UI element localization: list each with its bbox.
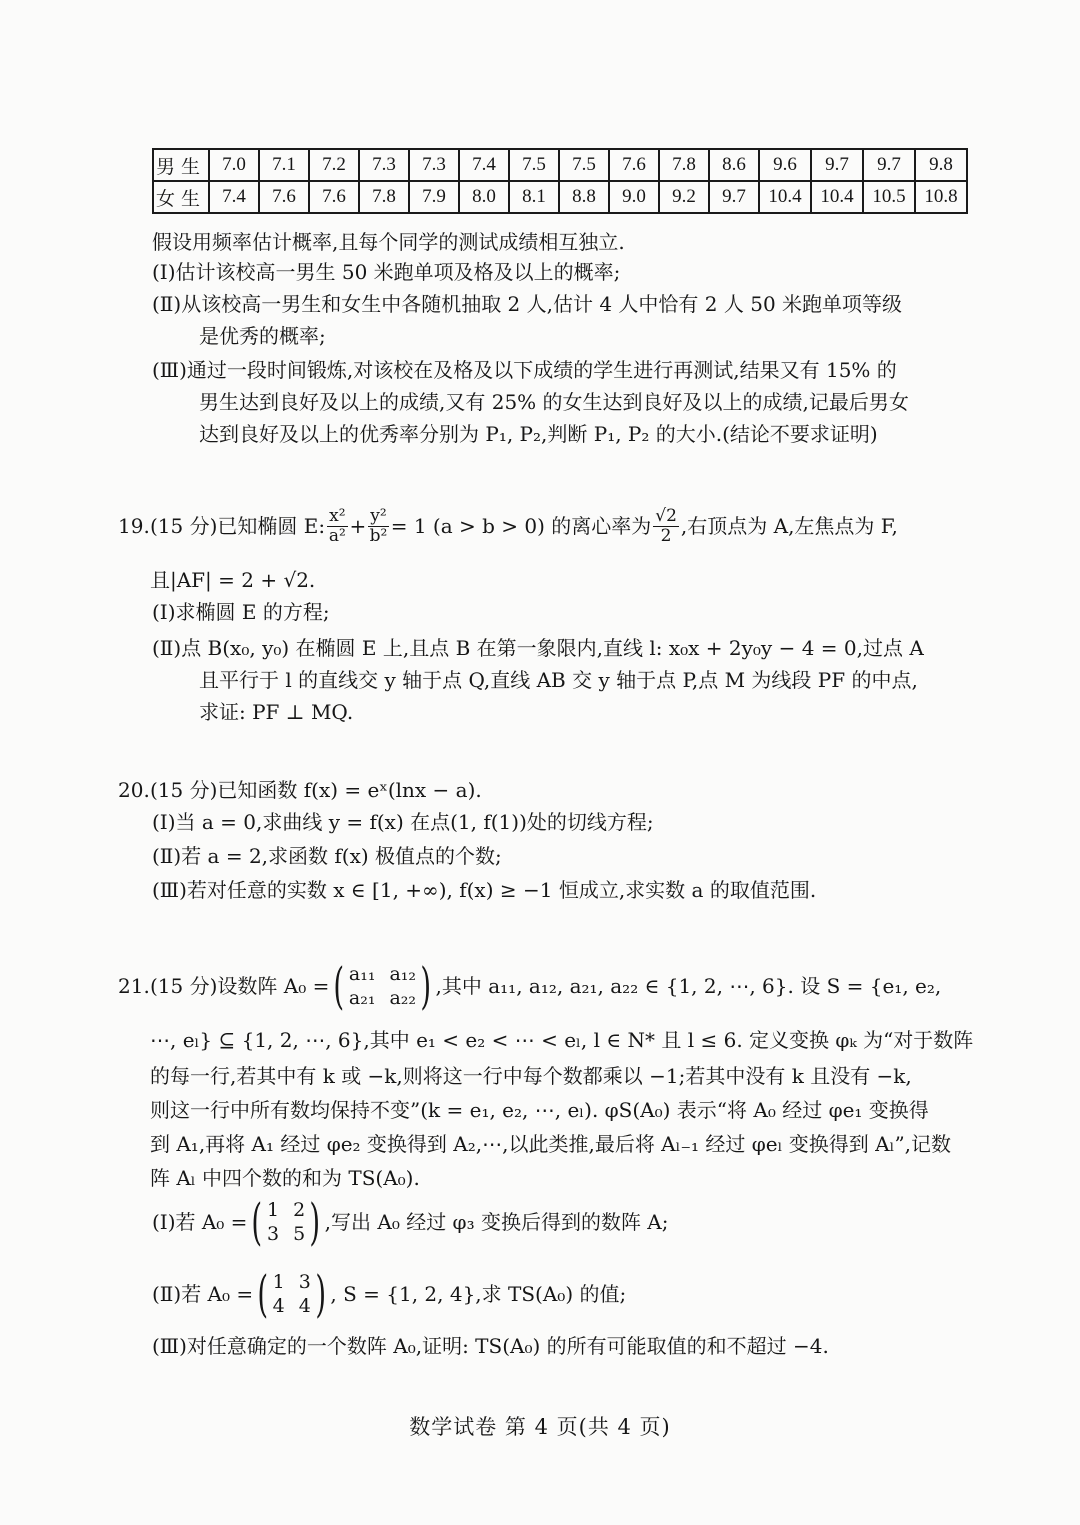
matrix-cell: 1 — [266, 1199, 280, 1221]
girls-cell: 9.2 — [659, 181, 709, 213]
boys-cell: 9.7 — [863, 149, 915, 181]
q18-assumption: 假设用频率估计概率,且每个同学的测试成绩相互独立. — [152, 230, 625, 254]
boys-cell: 7.1 — [259, 149, 309, 181]
girls-cell: 8.8 — [559, 181, 609, 213]
q19-eccentricity — [653, 507, 679, 546]
q21-part1-head: (Ⅰ)若 A₀ = — [152, 1210, 248, 1234]
girls-cell: 10.5 — [863, 181, 915, 213]
q21-number: 21. — [118, 974, 150, 998]
matrix-cell: 2 — [293, 1199, 306, 1221]
left-paren: ( — [251, 1193, 263, 1251]
girls-cell: 8.0 — [459, 181, 509, 213]
q21-part3: (Ⅲ)对任意确定的一个数阵 A₀,证明: TS(A₀) 的所有可能取值的和不超过 −4. — [152, 1334, 829, 1358]
girls-cell: 7.6 — [309, 181, 359, 213]
boys-cell: 9.8 — [915, 149, 967, 181]
girls-cell: 10.4 — [759, 181, 811, 213]
matrix-grid — [349, 963, 416, 1009]
matrix-cell: a₂₂ — [389, 987, 416, 1009]
matrix-cell: 1 — [272, 1271, 285, 1293]
q19-line2: 且|AF| = 2 + √2. — [150, 568, 316, 592]
q18-part2: (Ⅱ)从该校高一男生和女生中各随机抽取 2 人,估计 4 人中恰有 2 人 50 米跑单项等级 — [152, 292, 903, 316]
q18-part1: (Ⅰ)估计该校高一男生 50 米跑单项及格及以上的概率; — [152, 260, 621, 284]
boys-cell: 9.6 — [759, 149, 811, 181]
boys-cell: 7.5 — [509, 149, 559, 181]
girls-label: 女生 — [153, 181, 209, 213]
q19-eq-tail: = 1 (a > b > 0) 的离心率为 — [390, 514, 652, 538]
matrix-cell: 3 — [298, 1271, 311, 1293]
score-table — [152, 148, 968, 214]
boys-cell: 7.8 — [659, 149, 709, 181]
q21-part1 — [152, 1194, 668, 1250]
q19-tail: ,右顶点为 A,左焦点为 F, — [680, 514, 898, 538]
q20-part1: (Ⅰ)当 a = 0,求曲线 y = f(x) 在点(1, f(1))处的切线方程; — [152, 810, 654, 834]
q19-part2: (Ⅱ)点 B(x₀, y₀) 在椭圆 E 上,且点 B 在第一象限内,直线 l: x₀x + 2y₀y − 4 = 0,过点 A — [152, 636, 924, 660]
q19-part1: (Ⅰ)求椭圆 E 的方程; — [152, 600, 330, 624]
q21-head-tail: ,其中 a₁₁, a₁₂, a₂₁, a₂₂ ∈ {1, 2, ⋯, 6}. 设 S = {e₁, e₂, — [435, 974, 942, 998]
q21-head: (15 分)设数阵 A₀ = — [150, 974, 330, 998]
right-paren: ) — [420, 957, 432, 1015]
q19-part2-cont2: 求证: PF ⊥ MQ. — [199, 700, 354, 724]
boys-cell: 7.4 — [459, 149, 509, 181]
matrix-cell: 4 — [272, 1295, 285, 1317]
q19-frac-x-num: x² — [329, 505, 346, 526]
boys-cell: 7.5 — [559, 149, 609, 181]
boys-cell: 7.0 — [209, 149, 259, 181]
girls-cell: 9.0 — [609, 181, 659, 213]
girls-cell: 7.6 — [259, 181, 309, 213]
q19-frac-x — [327, 507, 347, 546]
left-paren: ( — [257, 1265, 269, 1323]
girls-cell: 7.8 — [359, 181, 409, 213]
matrix-cell: 3 — [266, 1223, 280, 1245]
girls-cell: 8.1 — [509, 181, 559, 213]
page-footer: 数学试卷 第 4 页(共 4 页) — [409, 1415, 671, 1439]
girls-cell: 7.9 — [409, 181, 459, 213]
matrix-cell: a₁₂ — [389, 963, 416, 985]
q21-line3: 的每一行,若其中有 k 或 −k,则将这一行中每个数都乘以 −1;若其中没有 k 且没有 −k, — [150, 1064, 912, 1088]
q19-frac-x-den: a² — [328, 525, 346, 546]
matrix-grid — [273, 1271, 311, 1317]
q21-line5: 到 A₁,再将 A₁ 经过 φe₂ 变换得到 A₂,⋯,以此类推,最后将 Aₗ₋₁ 经过 φeₗ 变换得到 Aₗ”,记数 — [150, 1132, 952, 1156]
q19-ecc-num: √2 — [655, 505, 677, 526]
left-paren: ( — [333, 957, 345, 1015]
q18-part3: (Ⅲ)通过一段时间锻炼,对该校在及格及以下成绩的学生进行再测试,结果又有 15% 的 — [152, 358, 897, 382]
boys-row — [153, 149, 967, 181]
q21-stem — [150, 956, 941, 1016]
boys-label: 男生 — [153, 149, 209, 181]
q20-number: 20. — [118, 778, 150, 802]
boys-cell: 7.2 — [309, 149, 359, 181]
q20-part2: (Ⅱ)若 a = 2,求函数 f(x) 极值点的个数; — [152, 844, 502, 868]
matrix-cell: 5 — [293, 1223, 306, 1245]
girls-row — [153, 181, 967, 213]
q21-part2 — [152, 1266, 626, 1322]
q21-line6: 阵 Aₗ 中四个数的和为 TS(A₀). — [150, 1166, 420, 1190]
q20-part3: (Ⅲ)若对任意的实数 x ∈ [1, +∞), f(x) ≥ −1 恒成立,求实数 a 的取值范围. — [152, 878, 817, 902]
right-paren: ) — [315, 1265, 326, 1323]
boys-cell: 7.3 — [359, 149, 409, 181]
q19-frac-y-num: y² — [370, 505, 387, 526]
boys-cell: 7.6 — [609, 149, 659, 181]
q20-head: (15 分)已知函数 f(x) = eˣ(lnx − a). — [150, 778, 482, 802]
q19-part2-cont1: 且平行于 l 的直线交 y 轴于点 Q,直线 AB 交 y 轴于点 P,点 M 为线段 PF 的中点, — [199, 668, 918, 692]
boys-cell: 9.7 — [811, 149, 863, 181]
q18-part2-cont: 是优秀的概率; — [199, 324, 326, 348]
girls-cell: 10.4 — [811, 181, 863, 213]
q21-line2: ⋯, eₗ} ⊆ {1, 2, ⋯, 6},其中 e₁ < e₂ < ⋯ < eₗ, l ∈ N* 且 l ≤ 6. 定义变换 φₖ 为“对于数阵 — [150, 1028, 974, 1052]
girls-cell: 10.8 — [915, 181, 967, 213]
right-paren: ) — [309, 1193, 321, 1251]
q19-frac-y — [368, 507, 388, 546]
girls-cell: 9.7 — [709, 181, 759, 213]
girls-cell: 7.4 — [209, 181, 259, 213]
boys-cell: 8.6 — [709, 149, 759, 181]
matrix-cell: a₂₁ — [348, 987, 376, 1009]
boys-cell: 7.3 — [409, 149, 459, 181]
q19-ecc-den: 2 — [660, 525, 672, 546]
q21-line4: 则这一行中所有数均保持不变”(k = e₁, e₂, ⋯, eₗ). φS(A₀) 表示“将 A₀ 经过 φe₁ 变换得 — [150, 1098, 929, 1122]
q19-stem — [150, 500, 898, 552]
q21-part2-head: (Ⅱ)若 A₀ = — [152, 1282, 254, 1306]
q21-matrix-part2 — [253, 1265, 330, 1323]
q21-part1-tail: ,写出 A₀ 经过 φ₃ 变换后得到的数阵 A; — [324, 1210, 669, 1234]
q21-matrix-a0 — [329, 957, 435, 1015]
matrix-grid — [267, 1199, 305, 1245]
q18-part3-cont2: 达到良好及以上的优秀率分别为 P₁, P₂,判断 P₁, P₂ 的大小.(结论不要求证明) — [199, 422, 878, 446]
q21-part2-tail: , S = {1, 2, 4},求 TS(A₀) 的值; — [330, 1282, 627, 1306]
q18-part3-cont1: 男生达到良好及以上的成绩,又有 25% 的女生达到良好及以上的成绩,记最后男女 — [199, 390, 909, 414]
q21-matrix-part1 — [247, 1193, 324, 1251]
matrix-cell: 4 — [298, 1295, 311, 1317]
q19-plus: + — [349, 514, 367, 538]
matrix-cell: a₁₁ — [348, 963, 376, 985]
q19-frac-y-den: b² — [369, 525, 388, 546]
q19-number: 19. — [118, 514, 150, 538]
q19-head: (15 分)已知椭圆 E: — [150, 514, 326, 538]
